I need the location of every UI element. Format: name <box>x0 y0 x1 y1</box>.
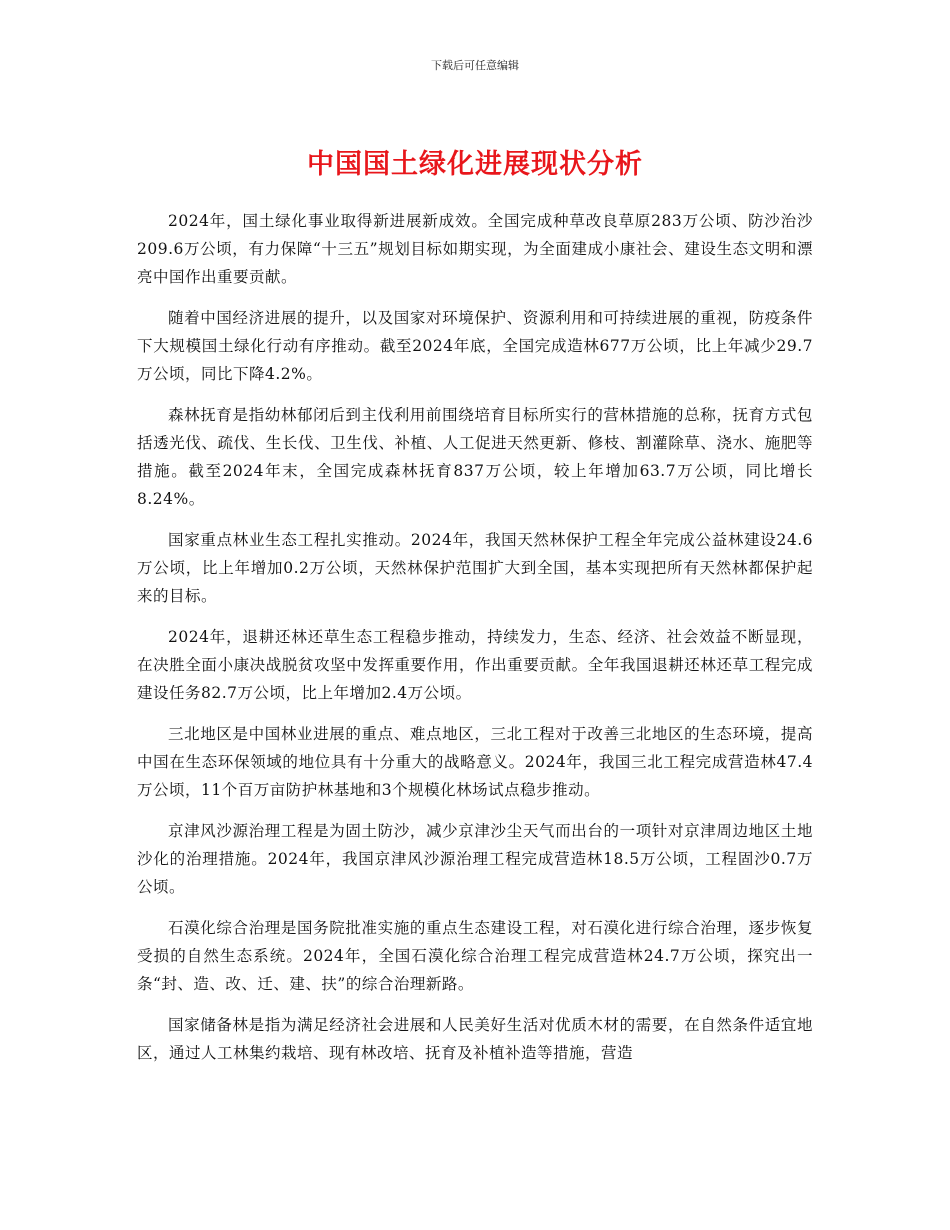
paragraph-afforestation: 随着中国经济进展的提升，以及国家对环境保护、资源利用和可持续进展的重视，防疫条件下大规模国土绿化行动有序推动。截至2024年底，全国完成造林677万公顷，比上年减少29.7万公顷，同比下降4.2%。 <box>137 309 813 383</box>
document-body <box>137 207 813 1080</box>
paragraph-three-north: 三北地区是中国林业进展的重点、难点地区，三北工程对于改善三北地区的生态环境，提高中国在生态环保领域的地位具有十分重大的战略意义。2024年，我国三北工程完成营造林47.4万公顷，11个百万亩防护林基地和3个规模化林场试点稳步推动。 <box>137 725 813 799</box>
paragraph-intro: 2024年，国土绿化事业取得新进展新成效。全国完成种草改良草原283万公顷、防沙治沙209.6万公顷，有力保障“十三五”规划目标如期实现，为全面建成小康社会、建设生态文明和漂亮中国作出重要贡献。 <box>137 212 813 286</box>
page-header-note: 下载后可任意编辑 <box>431 59 519 72</box>
document-title: 中国国土绿化进展现状分析 <box>307 149 643 180</box>
paragraph-rocky-desertification: 石漠化综合治理是国务院批准实施的重点生态建设工程，对石漠化进行综合治理，逐步恢复受损的自然生态系统。2024年，全国石漠化综合治理工程完成营造林24.7万公顷，探究出一条“封、造、改、迁、建、扶”的综合治理新路。 <box>137 919 813 993</box>
paragraph-natural-forest: 国家重点林业生态工程扎实推动。2024年，我国天然林保护工程全年完成公益林建设24.6万公顷，比上年增加0.2万公顷，天然林保护范围扩大到全国，基本实现把所有天然林都保护起来的目标。 <box>137 531 813 605</box>
paragraph-beijing-tianjin: 京津风沙源治理工程是为固土防沙，减少京津沙尘天气而出台的一项针对京津周边地区土地沙化的治理措施。2024年，我国京津风沙源治理工程完成营造林18.5万公顷，工程固沙0.7万公顷。 <box>137 822 813 896</box>
paragraph-grain-for-green: 2024年，退耕还林还草生态工程稳步推动，持续发力，生态、经济、社会效益不断显现，在决胜全面小康决战脱贫攻坚中发挥重要作用，作出重要贡献。全年我国退耕还林还草工程完成建设任务82.7万公顷，比上年增加2.4万公顷。 <box>137 628 813 702</box>
paragraph-forest-tending: 森林抚育是指幼林郁闭后到主伐利用前围绕培育目标所实行的营林措施的总称，抚育方式包括透光伐、疏伐、生长伐、卫生伐、补植、人工促进天然更新、修枝、割灌除草、浇水、施肥等措施。截至2024年末，全国完成森林抚育837万公顷，较上年增加63.7万公顷，同比增长8.24%。 <box>137 406 813 508</box>
paragraph-reserve-forest: 国家储备林是指为满足经济社会进展和人民美好生活对优质木材的需要，在自然条件适宜地区，通过人工林集约栽培、现有林改培、抚育及补植补造等措施，营造 <box>137 1016 813 1062</box>
